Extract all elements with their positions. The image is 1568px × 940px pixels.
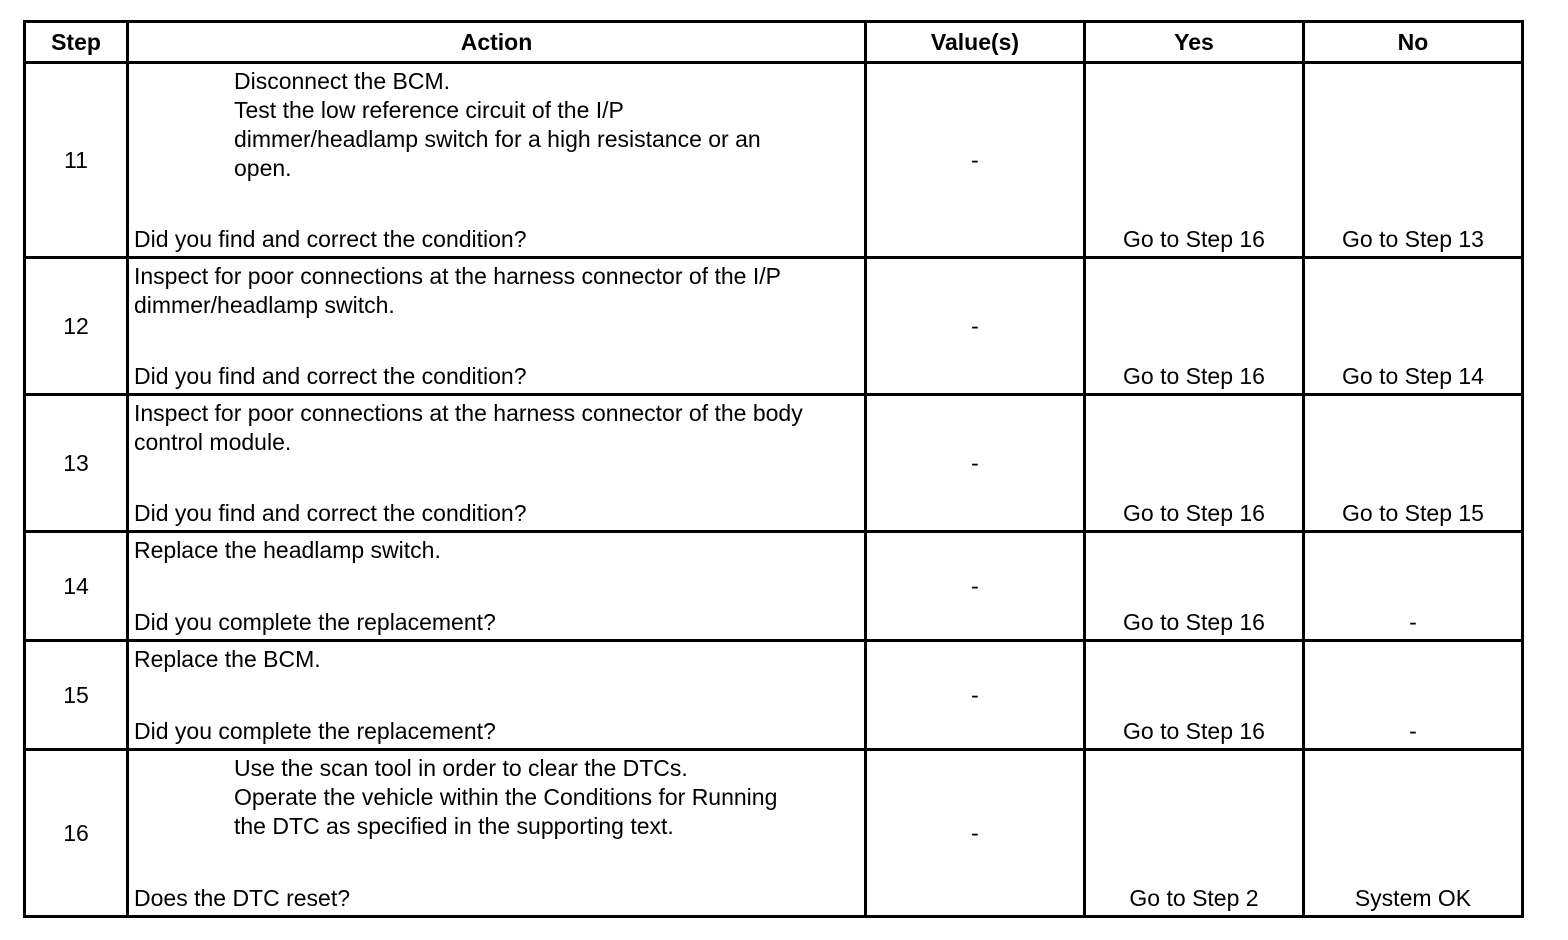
action-line: Inspect for poor connections at the harness connector of the I/P bbox=[134, 263, 781, 289]
yes-cell bbox=[1085, 532, 1304, 641]
no-cell bbox=[1304, 641, 1523, 750]
value-cell: - bbox=[866, 532, 1085, 641]
no-answer: Go to Step 14 bbox=[1342, 363, 1484, 389]
table-row bbox=[25, 63, 1523, 258]
value-cell: - bbox=[866, 750, 1085, 917]
yes-answer: Go to Step 16 bbox=[1123, 500, 1265, 526]
table-row bbox=[25, 395, 1523, 532]
action-line: the DTC as specified in the supporting text. bbox=[234, 813, 674, 839]
action-question: Did you complete the replacement? bbox=[134, 718, 496, 744]
action-line: Use the scan tool in order to clear the DTCs. bbox=[234, 755, 688, 781]
action-line: Disconnect the BCM. bbox=[234, 68, 451, 94]
step-number: 13 bbox=[25, 395, 128, 532]
header-yes: Yes bbox=[1085, 22, 1304, 63]
no-answer: System OK bbox=[1354, 885, 1472, 911]
table-row bbox=[25, 641, 1523, 750]
yes-cell bbox=[1085, 395, 1304, 532]
value-cell: - bbox=[866, 63, 1085, 258]
action-text bbox=[134, 536, 862, 565]
no-cell bbox=[1304, 258, 1523, 395]
value-cell: - bbox=[866, 395, 1085, 532]
action-text bbox=[134, 262, 862, 320]
header-values: Value(s) bbox=[866, 22, 1085, 63]
yes-answer: Go to Step 16 bbox=[1123, 718, 1265, 744]
no-answer: - bbox=[1409, 718, 1417, 744]
action-question: Did you find and correct the condition? bbox=[134, 363, 527, 389]
action-line: control module. bbox=[134, 429, 292, 455]
table-row bbox=[25, 258, 1523, 395]
yes-cell bbox=[1085, 750, 1304, 917]
diagnostic-table bbox=[23, 20, 1524, 918]
action-cell bbox=[128, 641, 866, 750]
yes-cell bbox=[1085, 258, 1304, 395]
action-line: dimmer/headlamp switch for a high resistance or an bbox=[234, 126, 761, 152]
action-text bbox=[234, 67, 862, 183]
header-step: Step bbox=[25, 22, 128, 63]
table-row bbox=[25, 532, 1523, 641]
action-cell bbox=[128, 258, 866, 395]
header-row bbox=[25, 22, 1523, 63]
action-cell bbox=[128, 532, 866, 641]
header-action: Action bbox=[128, 22, 866, 63]
action-line: dimmer/headlamp switch. bbox=[134, 292, 395, 318]
yes-answer: Go to Step 2 bbox=[1129, 885, 1259, 911]
action-line: Replace the headlamp switch. bbox=[134, 537, 441, 563]
action-question: Did you find and correct the condition? bbox=[134, 500, 527, 526]
yes-answer: Go to Step 16 bbox=[1123, 609, 1265, 635]
action-line: Test the low reference circuit of the I/P bbox=[234, 97, 624, 123]
action-question: Did you find and correct the condition? bbox=[134, 226, 527, 252]
action-line: Inspect for poor connections at the harness connector of the body bbox=[134, 400, 803, 426]
action-cell bbox=[128, 750, 866, 917]
no-cell bbox=[1304, 63, 1523, 258]
step-number: 14 bbox=[25, 532, 128, 641]
step-number: 12 bbox=[25, 258, 128, 395]
yes-answer: Go to Step 16 bbox=[1123, 226, 1265, 252]
action-line: Replace the BCM. bbox=[134, 646, 321, 672]
action-text bbox=[134, 645, 862, 674]
step-number: 16 bbox=[25, 750, 128, 917]
action-cell bbox=[128, 395, 866, 532]
step-number: 15 bbox=[25, 641, 128, 750]
no-cell bbox=[1304, 395, 1523, 532]
value-cell: - bbox=[866, 258, 1085, 395]
no-answer: Go to Step 15 bbox=[1342, 500, 1484, 526]
action-question: Did you complete the replacement? bbox=[134, 609, 496, 635]
yes-cell bbox=[1085, 63, 1304, 258]
value-cell: - bbox=[866, 641, 1085, 750]
yes-cell bbox=[1085, 641, 1304, 750]
table-row bbox=[25, 750, 1523, 917]
action-text bbox=[234, 754, 862, 841]
action-question: Does the DTC reset? bbox=[134, 885, 351, 911]
yes-answer: Go to Step 16 bbox=[1123, 363, 1265, 389]
no-answer: - bbox=[1409, 609, 1417, 635]
no-cell bbox=[1304, 532, 1523, 641]
action-line: Operate the vehicle within the Conditions for Running bbox=[234, 784, 778, 810]
no-cell bbox=[1304, 750, 1523, 917]
no-answer: Go to Step 13 bbox=[1342, 226, 1484, 252]
action-line: open. bbox=[234, 155, 292, 181]
action-cell bbox=[128, 63, 866, 258]
action-text bbox=[134, 399, 862, 457]
header-no: No bbox=[1304, 22, 1523, 63]
step-number: 11 bbox=[25, 63, 128, 258]
